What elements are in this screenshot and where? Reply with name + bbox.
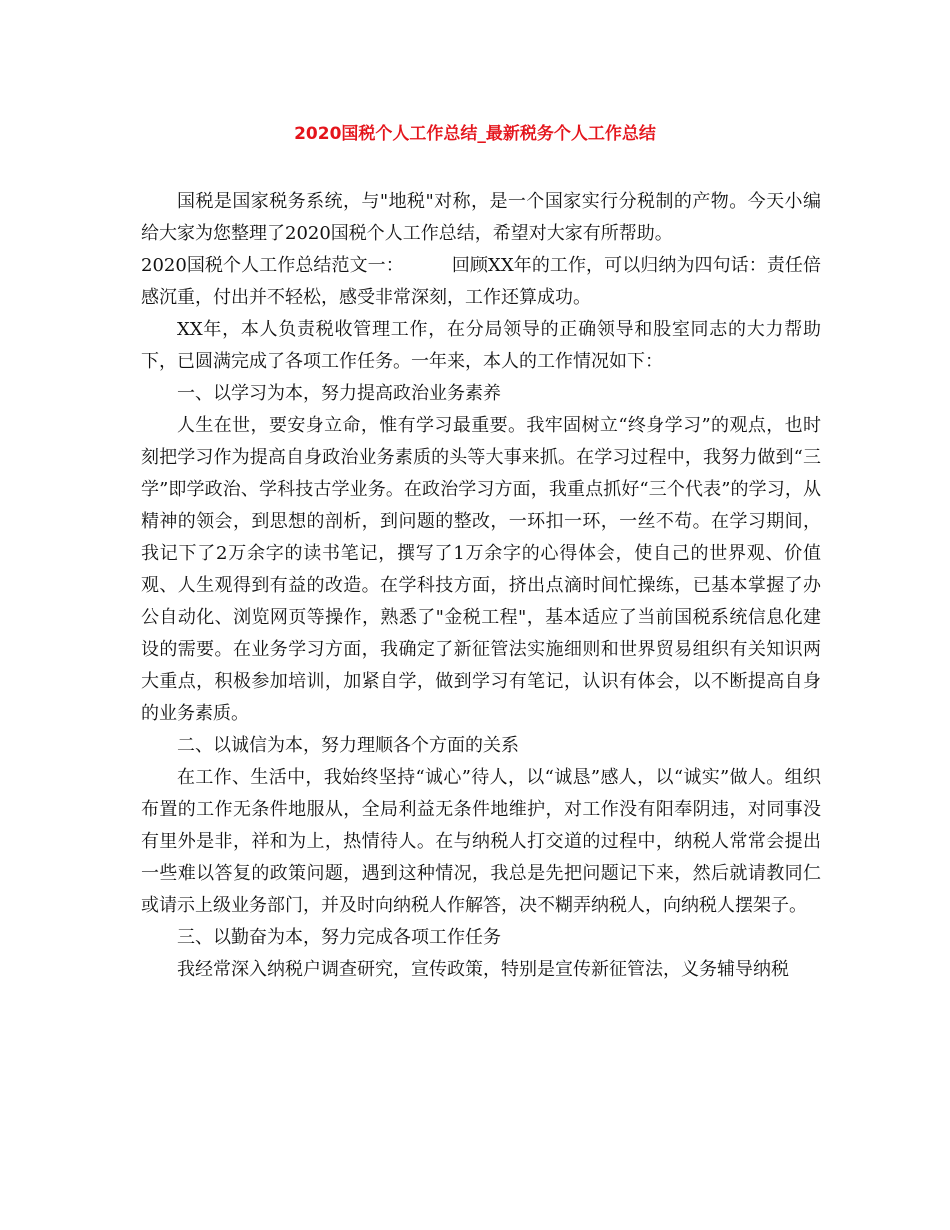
section-3-heading: 三、以勤奋为本，努力完成各项工作任务 [177, 927, 501, 948]
sample-lead-text: 回顾XX年的工作，可以归纳为四句话：责任倍感沉重，付出并不轻松，感受非常深刻，工作还算成功。 [141, 255, 821, 308]
section-1-heading: 一、以学习为本，努力提高政治业务素养 [177, 383, 501, 404]
section-3-body: 我经常深入纳税户调查研究，宣传政策，特别是宣传新征管法，义务辅导纳税 [177, 959, 789, 980]
sample-intro-paragraph [141, 250, 821, 314]
document-body [141, 186, 821, 986]
section-2-heading: 二、以诚信为本，努力理顺各个方面的关系 [177, 735, 519, 756]
document-title: 2020国税个人工作总结_最新税务个人工作总结 [294, 124, 656, 144]
section-1-body: 人生在世，要安身立命，惟有学习最重要。我牢固树立“终身学习”的观点，也时刻把学习作为提高自身政治业务素质的头等大事来抓。在学习过程中，我努力做到“三学”即学政治、学科技古学业务。在政治学习方面，我重点抓好“三个代表”的学习，从精神的领会，到思想的剖析，到问题的整改，一环扣一环，一丝不苟。在学习期间，我记下了2万余字的读书笔记，撰写了1万余字的心得体会，使自己的世界观、价值观、人生观得到有益的改造。在学科技方面，挤出点滴时间忙操练，已基本掌握了办公自动化、浏览网页等操作，熟悉了"金税工程"，基本适应了当前国税系统信息化建设的需要。在业务学习方面，我确定了新征管法实施细则和世界贸易组织有关知识两大重点，积极参加培训，加紧自学，做到学习有笔记，认识有体会，以不断提高自身的业务素质。 [141, 415, 821, 724]
section-2-body: 在工作、生活中，我始终坚持“诚心”待人，以“诚恳”感人，以“诚实”做人。组织布置的工作无条件地服从，全局利益无条件地维护，对工作没有阳奉阴违，对同事没有里外是非，祥和为上，热情待人。在与纳税人打交道的过程中，纳税人常常会提出一些难以答复的政策问题，遇到这种情况，我总是先把问题记下来，然后就请教同仁或请示上级业务部门，并及时向纳税人作解答，决不糊弄纳税人，向纳税人摆架子。 [141, 767, 821, 916]
intro-paragraph: 国税是国家税务系统，与"地税"对称，是一个国家实行分税制的产物。今天小编给大家为您整理了2020国税个人工作总结，希望对大家有所帮助。 [141, 191, 821, 244]
sample-heading: 2020国税个人工作总结范文一： [141, 255, 404, 276]
overview-paragraph: XX年，本人负责税收管理工作，在分局领导的正确领导和股室同志的大力帮助下，已圆满完成了各项工作任务。一年来，本人的工作情况如下： [141, 319, 821, 372]
